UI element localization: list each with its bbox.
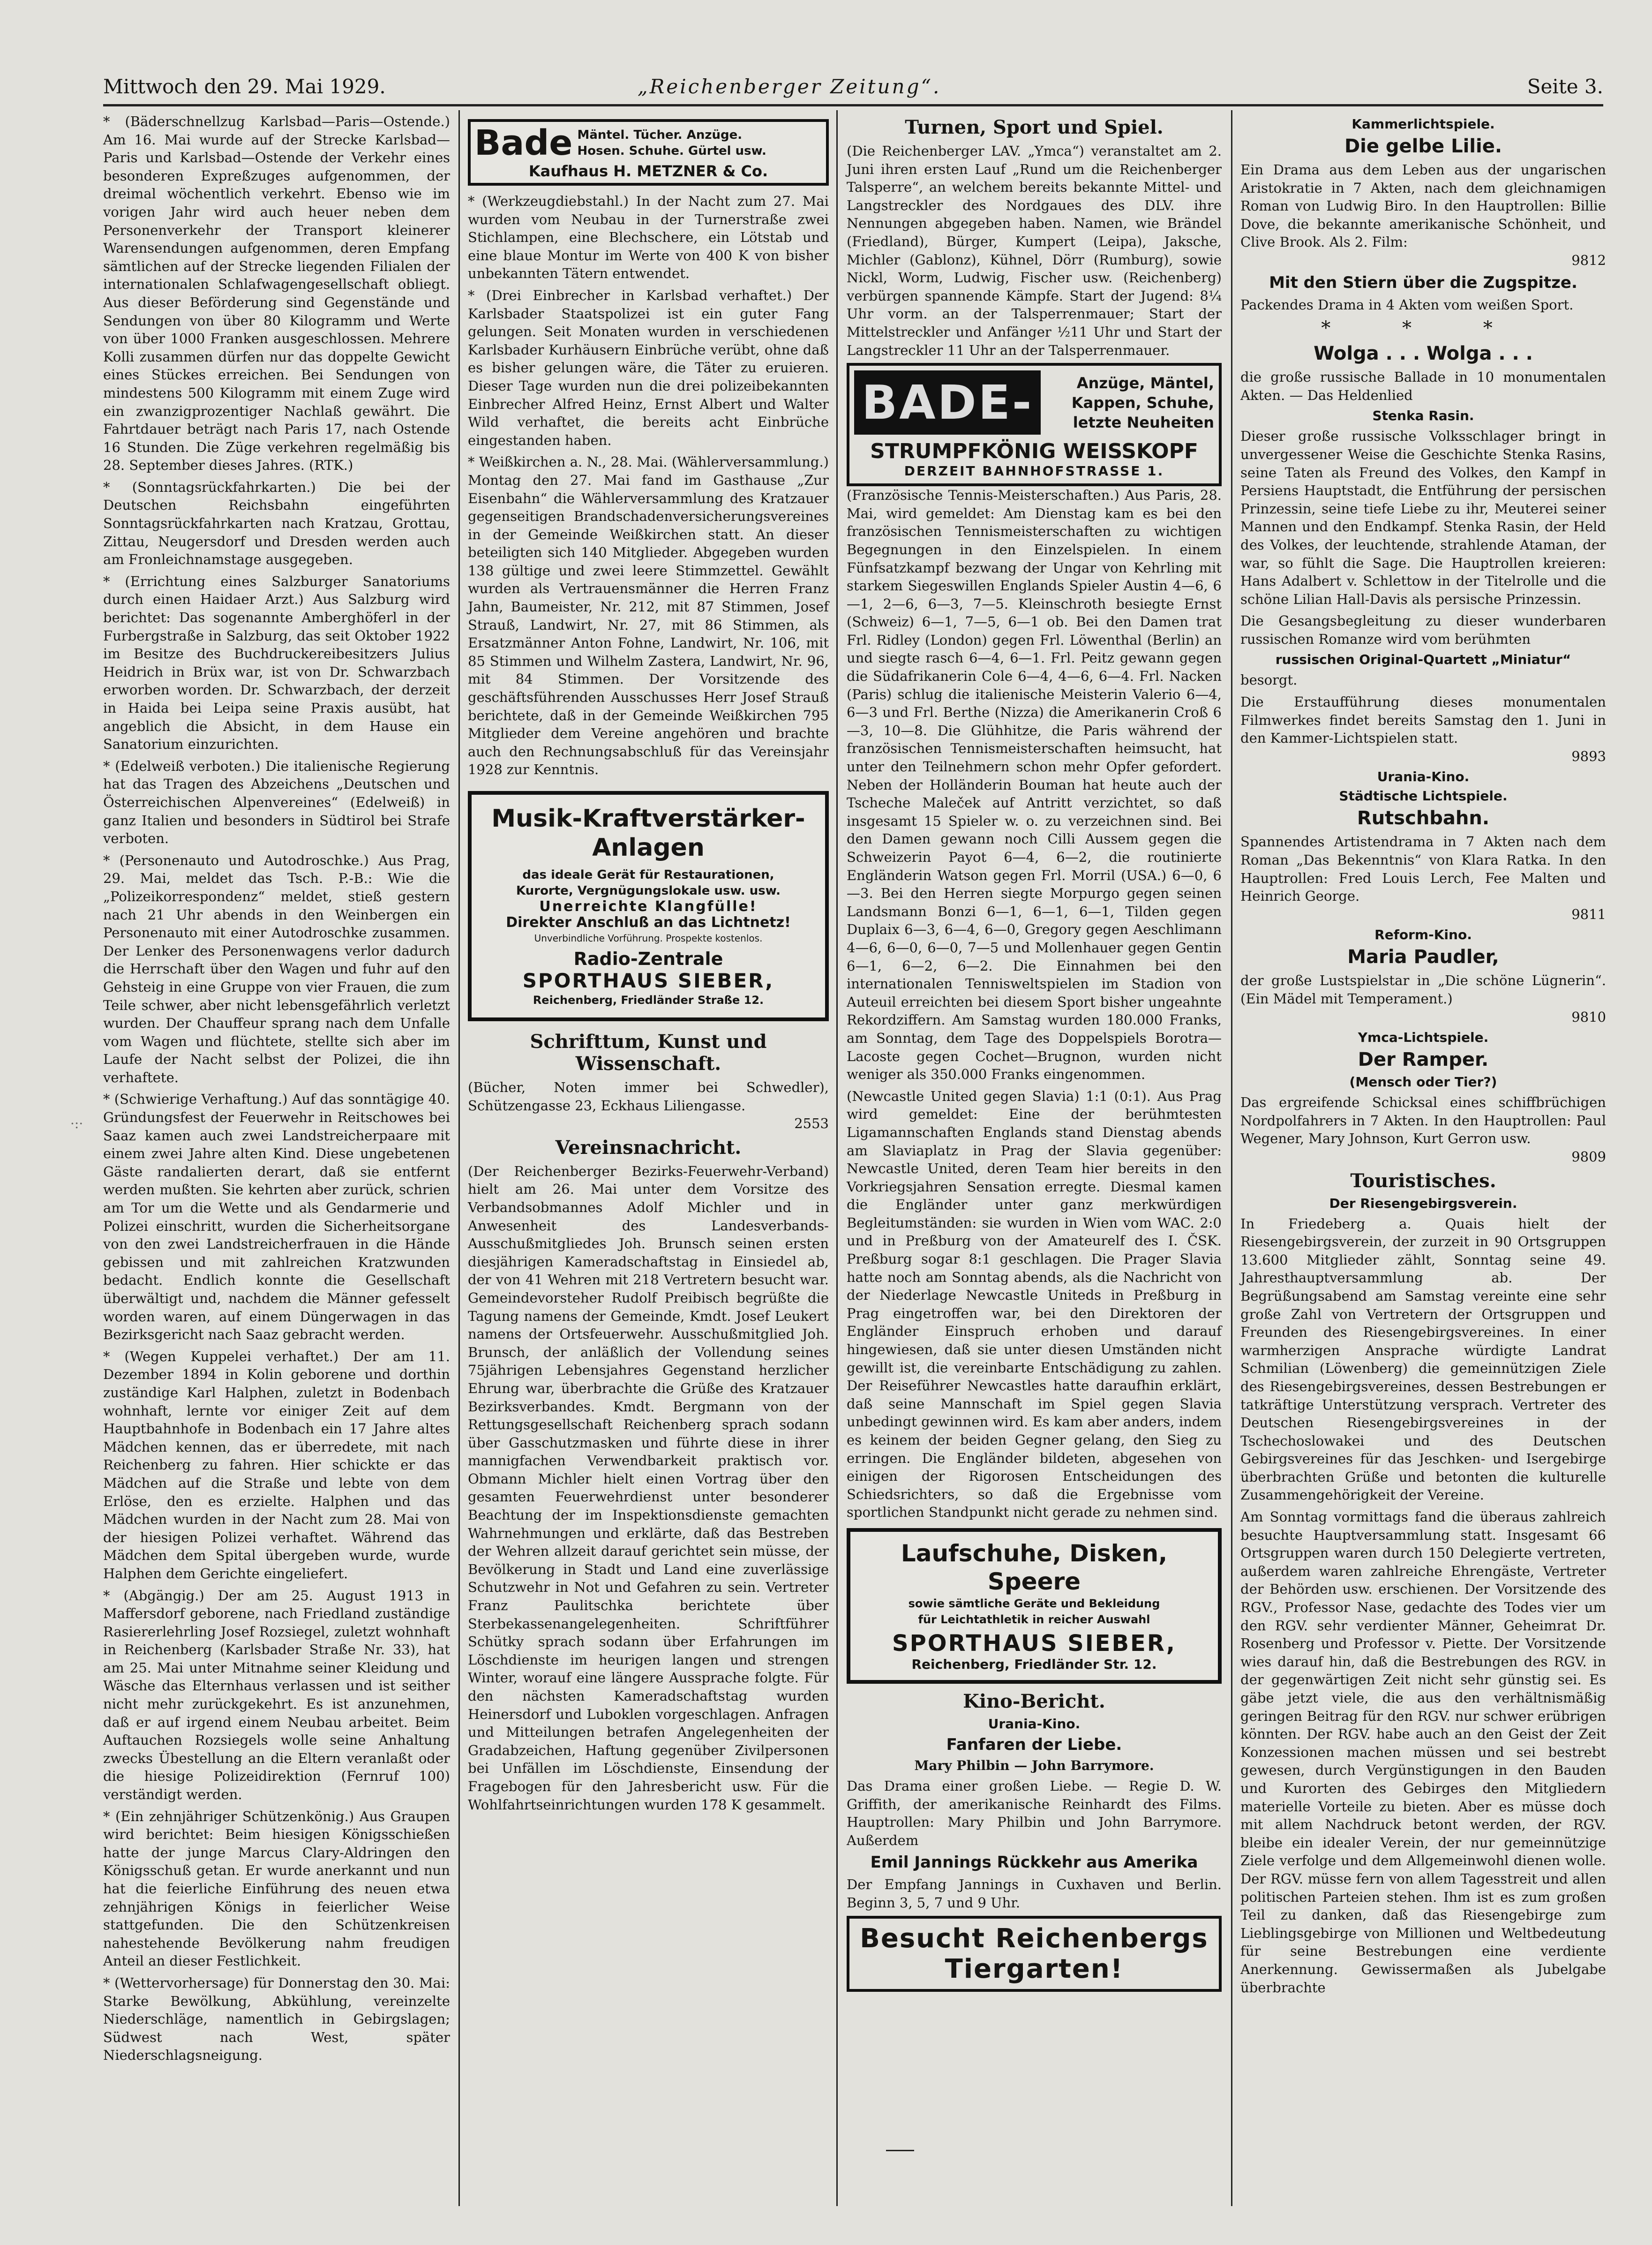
- separator-stars: * * *: [1321, 317, 1525, 339]
- news-item: * (Wettervorhersage) für Donnerstag den 30. Mai: Starke Bewölkung, Abkühlung, vereinzelte Niederschläge, namentlich in Gebirgslagen; Südwest nach West, später Niederschlagsneigung.: [103, 1974, 450, 2064]
- header-title: „Reichenberger Zeitung“.: [638, 75, 941, 98]
- news-item: In Friedeberg a. Quais hielt der Riesengebirgsverein, der zurzeit in 90 Ortsgruppen 13.600 Mitglieder zählt, Sonntag seine 49. Jahresthauptversammlung ab. Der Begrüßungsabend am Samstag vereinte eine sehr große Zahl von Vertretern der Ortsgruppen und Freunden des Riesengebirgsvereines. In einer warmherzigen Ansprache würdigte Landrat Schmilian (Löwenberg) die gemeinnützigen Ziele des Riesengebirgsvereines, dessen Bestrebungen er tatkräftige Unterstützung versprach. Vertreter des Deutschen Riesengebirgsvereines in der Tschechoslowakei und des Deutschen Gebirgsvereines für das Jeschken- und Isergebirge überbrachten Grüße und betonten die kulturelle Zusammengehörigkeit der Vereine.: [1240, 1215, 1606, 1503]
- film-title: Fanfaren der Liebe.: [946, 1735, 1122, 1754]
- header-page-number: Seite 3.: [1527, 75, 1603, 98]
- ad-musik-address: Reichenberg, Friedländer Straße 12.: [533, 994, 764, 1007]
- ad-laufschuhe-line: für Leichtathletik in reicher Auswahl: [918, 1612, 1150, 1626]
- news-item: (Newcastle United gegen Slavia) 1:1 (0:1). Aus Prag wird gemeldet: Eine der berühmtesten Ligamannschaften Englands stand Dienstag abends am Slaviaplatz in Prag der Slavia gegenüber: Newcastle United, deren Team hier bereits in den Vorkriegsjahren Sensation erregte. Diesmal kamen die Engländer unter ganz merkwürdigen Begleitumständen: sie wurden in Wien vom WAC. 2:0 und in Preßburg von der Amateurelf des I. ČSK. Preßburg sogar 8:1 geschlagen. Die Prager Slavia hatte noch am Sonntag abends, als die Nachricht von der Niederlage Newcastle Uniteds in Preßburg in Prag eingetroffen war, bei den Direktoren der Engländer Einspruch erhoben und darauf hingewiesen, daß sie unter diesen Umständen nicht gewillt ist, die vereinbarte Entschädigung zu zahlen. Der Reiseführer Newcastles hatte daraufhin erklärt, daß seine Mannschaft im Spiel gegen Slavia unbedingt gewinnen wird. Es kam aber anders, indem es keinem der beiden Gegner gelang, den Sieg zu erringen. Die Engländer bildeten, abgesehen von einigen der Rigorosen Entscheidungen des Schiedsrichters, so daß die Ergebnisse vom sportlichen Standpunkt nicht gerade zu nehmen sind.: [847, 1088, 1222, 1521]
- film-title: Rutschbahn.: [1357, 807, 1490, 829]
- news-item: * (Werkzeugdiebstahl.) In der Nacht zum 27. Mai wurden vom Neubau in der Turnerstraße zwei Stichlampen, eine Blechschere, ein Lötstab und eine blaue Montur im Werte von 400 K von bisher unbekannten Tätern entwendet.: [468, 193, 829, 282]
- ad-laufschuhe-address: Reichenberg, Friedländer Str. 12.: [911, 1656, 1157, 1672]
- ad-musik-kraftverstaerker: [468, 791, 829, 1021]
- ad-metzner: [468, 119, 829, 186]
- bottom-mark: [886, 2150, 914, 2151]
- news-item: Das ergreifende Schicksal eines schiffbrüchigen Nordpolfahrers in 7 Akten. In den Hauptrollen: Paul Wegener, Mary Johnson, Kurt Gerron usw.: [1240, 1094, 1606, 1147]
- film-title: Maria Paudler,: [1347, 946, 1499, 968]
- film-title: Wolga . . . Wolga . . .: [1314, 343, 1533, 365]
- ad-bade-item: Kappen, Schuhe,: [1071, 393, 1214, 412]
- section-heading-kino: Kino-Bericht.: [963, 1690, 1105, 1712]
- news-item: Das Drama einer großen Liebe. — Regie D. W. Griffith, der amerikanische Reinhardt des Films. Hauptrollen: Mary Philbin und John Barrymore. Außerdem: [847, 1778, 1222, 1848]
- news-item: * Weißkirchen a. N., 28. Mai. (Wählerversammlung.) Montag den 27. Mai fand im Gasthause „Zur Eisenbahn“ die Wählerversammlung des Kratzauer gegenseitigen Brandschadenversicherungsvereines in der Gemeinde Weißkirchen statt. An dieser beteiligten sich 140 Mitglieder. Abgegeben wurden 138 gültige und zwei leere Stimmzettel. Gewählt wurden als Vertrauensmänner die Herren Franz Jahn, Baumeister, Nr. 212, mit 87 Stimmen, Josef Strauß, Landwirt, Nr. 27, mit 86 Stimmen, als Ersatzmänner Anton Fohne, Landwirt, Nr. 106, mit 85 Stimmen und Wilhelm Zastera, Landwirt, Nr. 96, mit 84 Stimmen. Der Vorsitzende des geschäftsführenden Ausschusses Herr Josef Strauß berichtete, daß in der Gemeinde Weißkirchen 795 Mitglieder dem Vereine angehören und brachte auch den Rechnungsabschluß für das Vereinsjahr 1928 zur Kenntnis.: [468, 454, 829, 778]
- news-item: Die Erstaufführung dieses monumentalen Filmwerkes findet bereits Samstag den 1. Juni in den Kammer-Lichtspielen statt.: [1240, 694, 1606, 746]
- column-4: [1240, 113, 1606, 2000]
- film-title: Emil Jannings Rückkehr aus Amerika: [870, 1853, 1198, 1872]
- film-title: Der Ramper.: [1358, 1049, 1489, 1071]
- ad-strumpfkoenig: [847, 363, 1222, 486]
- news-item: (Der Reichenberger Bezirks-Feuerwehr-Verband) hielt am 26. Mai unter dem Vorsitze des Verbandsobmannes Adolf Michler und in Anwesenheit des Landesverbands-Ausschußmitgliedes Joh. Brunsch seinen ersten diesjährigen Kameradschaftstag in Einsiedel ab, der von 41 Wehren mit 218 Vertretern besucht war. Gemeindevorsteher Rudolf Preibisch begrüßte die Tagung namens der Gemeinde, Kmdt. Josef Leukert namens der Ortsfeuerwehr. Ausschußmitglied Joh. Brunsch, der anläßlich der Vollendung seines 75jährigen Lebensjahres Gegenstand herzlicher Ehrung war, überbrachte die Grüße des Kratzauer Bezirksverbandes. Kmdt. Bergmann von der Rettungsgesellschaft Reichenberg sprach sodann über Gasschutzmasken und führte diese in ihrer mannigfachen Verwendbarkeit praktisch vor. Obmann Michler hielt einen Vortrag über den gesamten Feuerwehrdienst unter besonderer Beachtung der im Inspektionsdienste gemachten Wahrnehmungen und erklärte, daß das Bestreben der Wehren allzeit darauf gerichtet sein müsse, der Bevölkerung in Stadt und Land eine zuverlässige Schutzwehr in Not und Gefahren zu sein. Vertreter Franz Paulitschka berichtete über Sterbekassenangelegenheiten. Schriftführer Schütky sprach sodann über Erfahrungen im Löschdienste im heurigen langen und strengen Winter, worauf eine längere Aussprache folgte. Für den nächsten Kameradschaftstag wurden Heinersdorf und Luboklen vorgeschlagen. Anfragen und Mitteilungen betrafen Angelegenheiten der Gradabzeichen, Haftung gegenüber Zivilpersonen bei Unfällen im Löschdienste, Einsendung der Fragebogen für den Jahresbericht usw. Für die Wohlfahrtseinrichtungen wurden 178 K gesammelt.: [468, 1163, 829, 1813]
- ad-laufschuhe-sporthaus: SPORTHAUS SIEBER,: [892, 1630, 1176, 1657]
- film-subtitle: (Mensch oder Tier?): [1349, 1074, 1497, 1090]
- margin-mark: ·:·: [70, 1116, 83, 1131]
- section-heading-vereinsnachricht: Vereinsnachricht.: [555, 1136, 742, 1159]
- ad-number: 2553: [794, 1115, 829, 1132]
- news-item: (Bücher, Noten immer bei Schwedler), Schützengasse 23, Eckhaus Liliengasse.: [468, 1079, 829, 1114]
- news-item: Dieser große russische Volksschlager bringt in unvergessener Weise die Geschichte Stenka Rasins, seine Taten als Freund des Volkes, den Kampf in Persiens Hauptstadt, die Entführung der persischen Prinzessin, seine tiefe Liebe zu ihr, Meuterei seiner Mannen und den Endkampf. Stenka Rasin, der Held des Volkes, der leuchtende, strahlende Ataman, der war, so fühlt die Sage. Die Hauptrollen kreieren: Hans Adalbert v. Schlettow in der Titelrolle und die schöne Lilian Hall-Davis als persische Prinzessin.: [1240, 428, 1606, 607]
- ad-laufschuhe-title: Laufschuhe, Disken, Speere: [901, 1539, 1168, 1595]
- ad-metzner-bade: Bade: [474, 123, 573, 163]
- ad-laufschuhe-line: sowie sämtliche Geräte und Bekleidung: [908, 1597, 1160, 1610]
- ad-number: 9893: [1571, 748, 1606, 764]
- cinema-name: Kammerlichtspiele.: [1352, 116, 1495, 132]
- section-heading-schrifttum: Schrifttum, Kunst und Wissenschaft.: [530, 1031, 767, 1075]
- news-item: * (Abgängig.) Der am 25. August 1913 in Maffersdorf geborene, nach Friedland zuständige Rasiererlehrling Josef Rozsiegel, zuletzt wohnhaft in Reichenberg (Karlsbader Straße Nr. 33), hat am 25. Mai unter Mitnahme seiner Kleidung und Wäsche das Elternhaus verlassen und ist seither nicht mehr zurückgekehrt. Es ist anzunehmen, daß er auf irgend einem Neubau arbeitet. Beim Auftauchen Rozsiegels wolle seine Anhaltung zwecks Übestellung an die Eltern veranlaßt oder die hiesige Polizeidirektion (Fernruf 100) verständigt werden.: [103, 1587, 450, 1803]
- ad-musik-line: Direkter Anschluß an das Lichtnetz!: [506, 914, 791, 931]
- cinema-name: Urania-Kino.: [1377, 769, 1470, 785]
- ad-musik-title: Musik-Kraftverstärker-: [491, 805, 805, 833]
- quartet-name: russischen Original-Quartett „Miniatur“: [1275, 652, 1571, 668]
- news-item: (Französische Tennis-Meisterschaften.) Aus Paris, 28. Mai, wird gemeldet: Am Dienstag kam es bei den französischen Tennismeisterschaften zu wichtigen Begegnungen in den Einzelspielen. In einem Fünfsatzkampf bezwang der Ungar von Kehrling mit starkem Siegeswillen Englands Spieler Austin 4—6, 6—1, 2—6, 6—3, 7—5. Kleinschroth besiegte Ernst (Schweiz) 6—1, 7—5, 6—1 ob. Bei den Damen trat Frl. Ridley (London) gegen Frl. Löwenthal (Berlin) an und siegte rasch 6—4, 6—1. Frl. Peitz gewann gegen die Südafrikanerin Cole 6—4, 4—6, 6—4. Frl. Nacken (Paris) schlug die italienische Meisterin Valerio 6—4, 6—3 und Frl. Berthe (Nizza) die Amerikanerin Croß 6—3, 10—8. Die Glühhitze, die Paris während der französischen Tennismeisterschaften heimsucht, hat unter den Teilnehmern schon mehr Opfer gefordert. Neben der Holländerin Bouman hat heute auch der Tscheche Maleček auf Antritt verzichtet, so daß insgesamt 15 Spieler w. o. zu verzeichnen sind. Bei den Damen gewann noch Cilli Aussem gegen die Schweizerin Payot 6—4, 6—2, die routinierte Engländerin Watson gegen Frl. Morril (USA.) 6—0, 6—3. Bei den Herren siegte Morpurgo gegen seinen Landsmann Bonzi 6—1, 6—1, 6—1, Tilden gegen Duplaix 6—3, 6—4, 6—0, Gregory gegen Aeschlimann 4—6, 6—0, 6—0, 7—5 und Mollenhauer gegen Gentin 6—1, 6—2, 6—2. Die Einnahmen bei den internationalen Tennisweltspielen im Stadion von Auteuil erreichten bei diesem Sport bisher ungeahnte Rekordziffern. Am Samstag wurden 180.000 Franks, am Sonntag, dem Tage des Doppelspiels Borotra—Lacoste gegen Cochet—Brugnon, wurden nicht weniger als 350.000 Franks eingenommen.: [847, 487, 1222, 1083]
- column-divider-1: [458, 110, 460, 2206]
- ad-metzner-line3: Kaufhaus H. METZNER & Co.: [528, 162, 768, 180]
- ad-number: 9810: [1571, 1009, 1606, 1025]
- cinema-name: Urania-Kino.: [988, 1716, 1081, 1732]
- ad-musik-line: Unerreichte Klangfülle!: [539, 898, 758, 915]
- news-item: Am Sonntag vormittags fand die überaus zahlreich besuchte Hauptversammlung statt. Insgesamt 66 Ortsgruppen waren durch 150 Delegierte vertreten, außerdem waren zahlreiche Ehrengäste, Vertreter der Behörden usw. erschienen. Der Vorsitzende des RGV., Professor Nase, gedachte des Todes vier um den RGV. sehr verdienter Männer, Geheimrat Dr. Rosenberg und Professor v. Piette. Der Vorsitzende wies darauf hin, daß die Bestrebungen des RGV. in der gegenwärtigen Zeit nicht sehr günstig sei. Es gäbe jetzt viele, die aus den verhältnismäßig geringen Beitrag für den RGV. nur schwer erübrigen könnten. Der RGV. habe auch an den Geist der Zeit Konzessionen machen müssen und sei bestrebt gewesen, durch Vergünstigungen in den Bauden und Kurorten des Gebirges den Mitgliedern materielle Vorteile zu bieten. Aber es müsse doch mit allem Nachdruck betont werden, der RGV. bleibe ein idealer Verein, der nur gemeinnützige Ziele verfolge und dem Allgemeinwohl dienen wolle. Der RGV. müsse fern von allem Tagesstreit und allen politischen Parteien stehen. Ihm ist es zum großen Teil zu danken, daß das Riesengebirge zum Lieblingsgebirge von Millionen und Weltbedeutung für seine Bestrebungen eine verdiente Anerkennung. Gewissermaßen als Jubelgabe überbrachte: [1240, 1509, 1606, 1996]
- news-item: Der Empfang Jannings in Cuxhaven und Berlin. Beginn 3, 5, 7 und 9 Uhr.: [847, 1876, 1222, 1911]
- ad-sporthaus-laufschuhe: [847, 1528, 1222, 1684]
- ad-musik-line: Kurorte, Vergnügungslokale usw. usw.: [516, 884, 781, 898]
- ad-musik-title-2: Anlagen: [592, 834, 705, 862]
- ad-number: 9811: [1571, 906, 1606, 922]
- news-item: * (Bäderschnellzug Karlsbad—Paris—Ostende.) Am 16. Mai wurde auf der Strecke Karlsbad—Paris und Karlsbad—Ostende der Verkehr eines besonderen Expreßzuges aufgenommen, der dreimal wöchentlich verkehrt. Ebenso wie im vorigen Jahr wird auch heuer neben dem Personenverkehr der Transport kleinerer Warensendungen aufgenommen, deren Empfang sämtlichen auf der Strecke liegenden Filialen der internationalen Schlafwagengesellschaft obliegt. Aus dieser Beförderung sind Gegenstände und Sendungen von über 80 Kilogramm und Werte von über 1000 Franken ausgeschlossen. Mehrere Kolli zusammen dürfen nur das doppelte Gewicht eines Stückes erreichen. Bei Sendungen von mindestens 500 Kilogramm mit einem Zuge wird ein zwanzigprozentiger Nachlaß gewährt. Die Fahrtdauer beträgt nach Paris 17, nach Ostende 16 Stunden. Die Züge verkehren regelmäßig bis 28. September dieses Jahres. (RTK.): [103, 113, 450, 474]
- ad-number: 9812: [1571, 252, 1606, 268]
- news-item: besorgt.: [1240, 672, 1298, 688]
- news-item: * (Drei Einbrecher in Karlsbad verhaftet.) Der Karlsbader Staatspolizei ist ein guter Fang gelungen. Seit Monaten wurden in verschiedenen Karlsbader Kurhäusern Einbrüche verübt, ohne daß es bisher gelungen wäre, die Täter zu eruieren. Dieser Tage wurden nun die drei polizeibekannten Einbrecher Alfred Heinz, Ernst Albert und Walter Wild verhaftet, die bereits acht Einbrüche eingestanden haben.: [468, 287, 829, 448]
- ad-strumpfkoenig-name: STRUMPFKÖNIG WEISSKOPF: [870, 439, 1198, 464]
- header-rule: [103, 104, 1603, 106]
- ad-metzner-line1: Mäntel. Tücher. Anzüge.: [577, 128, 743, 142]
- column-3: [847, 113, 1222, 1992]
- news-item: Ein Drama aus dem Leben aus der ungarischen Aristokratie in 7 Akten, nach dem gleichnamigen Roman von Ludwig Biro. In den Hauptrollen: Billie Dove, die bekannte amerikanische Schönheit, und Clive Brook. Als 2. Film:: [1240, 162, 1606, 250]
- news-item: Die Gesangsbegleitung zu dieser wunderbaren russischen Romanze wird vom berühmten: [1240, 613, 1606, 647]
- news-item: der große Lustspielstar in „Die schöne Lügnerin“. (Ein Mädel mit Temperament.): [1240, 972, 1606, 1007]
- column-1: [103, 113, 450, 2068]
- subsection-heading: Der Riesengebirgsverein.: [1329, 1195, 1517, 1211]
- film-cast: Mary Philbin — John Barrymore.: [914, 1757, 1154, 1773]
- ad-bade-logo: BADE-: [854, 370, 1041, 435]
- cinema-name: Reform-Kino.: [1374, 927, 1472, 943]
- news-item: Packendes Drama in 4 Akten vom weißen Sport.: [1240, 296, 1574, 313]
- news-item: * (Errichtung eines Salzburger Sanatoriums durch einen Haidaer Arzt.) Aus Salzburg wird berichtet: Das sogenannte Amberghöferl in der Furbergstraße in Salzburg, das seit Oktober 1922 im Besitze des Buchdruckereibesitzers Julius Heidrich in Brüx war, ist von Dr. Schwarzbach erworben worden. Dr. Schwarzbach, der derzeit in Haida bei Leipa seine Praxis ausübt, hat angeblich die Absicht, in dem Hause ein Sanatorium einzurichten.: [103, 573, 450, 753]
- ad-tiergarten: Besucht Reichenbergs Tiergarten!: [847, 1916, 1222, 1992]
- header-date: Mittwoch den 29. Mai 1929.: [103, 75, 386, 98]
- news-item: * (Sonntagsrückfahrkarten.) Die bei der Deutschen Reichsbahn eingeführten Sonntagsrückfahrkarten nach Kratzau, Grottau, Zittau, Neugersdorf und Dresden werden auch am Fronleichnamstage ausgegeben.: [103, 479, 450, 568]
- cinema-subname: Städtische Lichtspiele.: [1339, 788, 1508, 804]
- section-heading-touristisches: Touristisches.: [1350, 1169, 1496, 1192]
- film-title: Die gelbe Lilie.: [1344, 136, 1502, 157]
- film-title: Mit den Stiern über die Zugspitze.: [1269, 273, 1577, 292]
- news-item: * (Schwierige Verhaftung.) Auf das sonntägige 40. Gründungsfest der Feuerwehr in Reitschowes bei Saaz kamen auch zwei Landstreicherpaare mit einem zwei Jahre alten Kind. Diese ungebetenen Gäste randalierten derart, daß sie entfernt werden mußten. Sie kehrten aber zurück, schrien am Tor um die Wette und als Gendarmerie und Polizei einschritt, wurden die Sicherheitsorgane von den zwei Landstreicherfrauen in die Hände gebissen und mit zahlreichen Kratzwunden bedacht. Endlich konnte die Gesellschaft überwältigt und, nachdem die Männer gefesselt worden waren, auf einem Düngerwagen in das Bezirksgericht nach Saaz gebracht werden.: [103, 1091, 450, 1343]
- column-divider-3: [1231, 110, 1232, 2206]
- ad-metzner-line2: Hosen. Schuhe. Gürtel usw.: [577, 144, 766, 158]
- ad-musik-line: das ideale Gerät für Restaurationen,: [522, 868, 774, 882]
- news-item: * (Ein zehnjähriger Schützenkönig.) Aus Graupen wird berichtet: Beim hiesigen Königsschießen hatte der junge Marcus Clary-Aldringen den Königsschuß getan. Er wurde anerkannt und nun hat die feierliche Einführung des neuen etwa zehnjährigen Königs in feierlicher Weise stattgefunden. Die den Schützenkreisen nahestehende Bevölkerung nahm freudigen Anteil an dieser Festlichkeit.: [103, 1808, 450, 1969]
- ad-strumpfkoenig-address: DERZEIT BAHNHOFSTRASSE 1.: [904, 463, 1164, 479]
- news-item: Spannendes Artistendrama in 7 Akten nach dem Roman „Das Bekenntnis“ von Klara Ratka. In den Hauptrollen: Fred Louis Lerch, Fee Malten und Heinrich George.: [1240, 834, 1606, 904]
- ad-number: 9809: [1571, 1148, 1606, 1165]
- news-item: * (Wegen Kuppelei verhaftet.) Der am 11. Dezember 1894 in Kolin geborene und dorthin zuständige Karl Halphen, zuletzt in Bodenbach wohnhaft, lernte vor einiger Zeit auf dem Hauptbahnhofe in Bodenbach ein 17 Jahre altes Mädchen kennen, das er überredete, mit nach Reichenberg zu fahren. Hier schickte er das Mädchen auf die Straße und lebte von dem Erlöse, den es erzielte. Halphen und das Mädchen wurden in der Nacht zum 28. Mai von der hiesigen Polizei verhaftet. Während das Mädchen dem Spital übergeben wurde, wurde Halphen dem Gerichte eingeliefert.: [103, 1348, 450, 1582]
- news-item: * (Edelweiß verboten.) Die italienische Regierung hat das Tragen des Abzeichens „Deutschen und Österreichischen Alpenvereines“ (Edelweiß) in ganz Italien und besonders in Südtirol bei Strafe verboten.: [103, 758, 450, 847]
- ad-musik-sporthaus: SPORTHAUS SIEBER,: [522, 969, 774, 992]
- film-subtitle: Stenka Rasin.: [1372, 408, 1474, 424]
- ad-bade-item: letzte Neuheiten: [1073, 413, 1214, 431]
- cinema-name: Ymca-Lichtspiele.: [1358, 1030, 1489, 1046]
- ad-musik-radio: Radio-Zentrale: [573, 949, 723, 969]
- column-2: [468, 113, 829, 1817]
- section-heading-sport: Turnen, Sport und Spiel.: [905, 116, 1164, 138]
- ad-bade-item: Anzüge, Mäntel,: [1076, 374, 1214, 392]
- news-item: die große russische Ballade in 10 monumentalen Akten. — Das Heldenlied: [1240, 369, 1606, 403]
- ad-musik-line: Unverbindliche Vorführung. Prospekte kostenlos.: [534, 933, 763, 944]
- page-header: [103, 75, 1603, 105]
- news-item: * (Personenauto und Autodroschke.) Aus Prag, 29. Mai, meldet das Tsch. P.-B.: Wie die „Polizeikorrespondenz“ meldet, stieß gestern nach 21 Uhr abends in den Weinbergen ein Personenauto mit einer Autodroschke zusammen. Der Lenker des Personenwagens verlor dadurch die Herrschaft über den Wagen und fuhr auf den Gehsteig in eine Gruppe von vier Frauen, die zum Teile schwer, aber nicht lebensgefährlich verletzt wurden. Der Chauffeur sprang nach dem Unfalle vom Wagen und flüchtete, stellte sich aber im Laufe der Nacht selbst der Polizei, die ihn verhaftete.: [103, 852, 450, 1085]
- news-item: (Die Reichenberger LAV. „Ymca“) veranstaltet am 2. Juni ihren ersten Lauf „Rund um die Reichenberger Talsperre“, an welchem bereits bekannte Mittel- und Langstreckler des Nordgaues des DLV. ihre Nennungen abgegeben haben. Namen, wie Brändel (Friedland), Bürger, Kumpert (Leipa), Jaksche, Michler (Gablonz), Kühnel, Dörr (Rumburg), sowie Nickl, Worm, Ludwig, Fischer usw. (Reichenberg) verbürgen spannende Kämpfe. Start der Jugend: 8¼ Uhr vorm. an der Talsperrenmauer; Start der Mittelstreckler und Anfänger ½11 Uhr und Start der Langstreckler 11 Uhr an der Talsperrenmauer.: [847, 143, 1222, 358]
- column-divider-2: [836, 110, 838, 2206]
